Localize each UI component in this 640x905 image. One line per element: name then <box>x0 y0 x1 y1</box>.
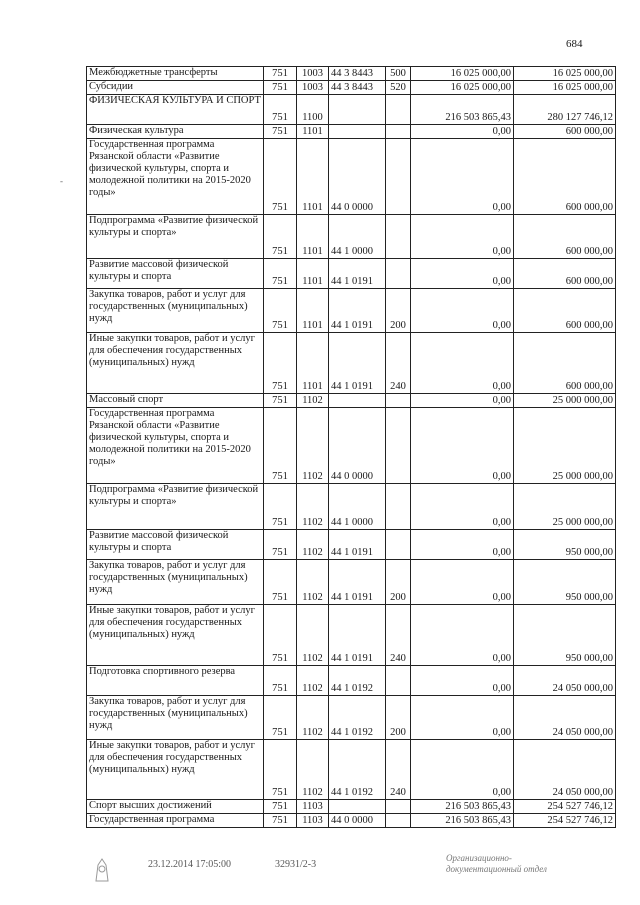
row-target-article-cell: 44 3 8443 <box>329 67 386 81</box>
row-target-article-cell <box>329 394 386 408</box>
row-amount-2015-cell: 16 025 000,00 <box>514 81 616 95</box>
row-section-cell: 1101 <box>297 333 329 394</box>
row-amount-2014-cell: 0,00 <box>411 259 514 289</box>
row-name-cell: Иные закупки товаров, работ и услуг для обеспечения государственных (муниципальных) нужд <box>87 605 264 666</box>
row-target-article-cell: 44 1 0191 <box>329 289 386 333</box>
table-row <box>87 800 616 814</box>
footer-timestamp: 23.12.2014 17:05:00 <box>148 859 232 870</box>
row-expense-type-cell: 240 <box>386 740 411 800</box>
row-section-cell: 1102 <box>297 696 329 740</box>
row-amount-2014-cell: 0,00 <box>411 333 514 394</box>
row-name-cell: Государственная программа <box>87 814 264 828</box>
row-ved-cell: 751 <box>264 394 297 408</box>
row-section-cell: 1102 <box>297 605 329 666</box>
row-target-article-cell <box>329 125 386 139</box>
row-expense-type-cell: 500 <box>386 67 411 81</box>
row-name-cell: Подготовка спортивного резерва <box>87 666 264 696</box>
row-amount-2015-cell: 24 050 000,00 <box>514 666 616 696</box>
row-target-article-cell: 44 3 8443 <box>329 81 386 95</box>
row-ved-cell: 751 <box>264 259 297 289</box>
row-name-cell: ФИЗИЧЕСКАЯ КУЛЬТУРА И СПОРТ <box>87 95 264 125</box>
table-row <box>87 814 616 828</box>
row-amount-2015-cell: 280 127 746,12 <box>514 95 616 125</box>
row-expense-type-cell <box>386 125 411 139</box>
row-section-cell: 1102 <box>297 484 329 530</box>
row-ved-cell: 751 <box>264 95 297 125</box>
table-row <box>87 215 616 259</box>
margin-mark: - <box>60 176 63 186</box>
row-amount-2015-cell: 600 000,00 <box>514 125 616 139</box>
row-amount-2014-cell: 0,00 <box>411 530 514 560</box>
row-section-cell: 1003 <box>297 67 329 81</box>
row-expense-type-cell <box>386 800 411 814</box>
row-amount-2015-cell: 25 000 000,00 <box>514 484 616 530</box>
row-section-cell: 1103 <box>297 814 329 828</box>
row-amount-2014-cell: 16 025 000,00 <box>411 67 514 81</box>
row-target-article-cell: 44 0 0000 <box>329 139 386 215</box>
row-name-cell: Подпрограмма «Развитие физической культуры и спорта» <box>87 215 264 259</box>
row-section-cell: 1101 <box>297 125 329 139</box>
budget-table <box>86 66 616 828</box>
row-section-cell: 1003 <box>297 81 329 95</box>
row-name-cell: Субсидии <box>87 81 264 95</box>
row-name-cell: Закупка товаров, работ и услуг для государственных (муниципальных) нужд <box>87 560 264 605</box>
row-section-cell: 1102 <box>297 394 329 408</box>
row-name-cell: Закупка товаров, работ и услуг для государственных (муниципальных) нужд <box>87 696 264 740</box>
row-section-cell: 1102 <box>297 408 329 484</box>
row-expense-type-cell <box>386 139 411 215</box>
row-name-cell: Государственная программа Рязанской области «Развитие физической культуры, спорта и молодежной политики на 2015-2020 годы» <box>87 408 264 484</box>
row-section-cell: 1102 <box>297 740 329 800</box>
row-amount-2015-cell: 24 050 000,00 <box>514 696 616 740</box>
row-target-article-cell: 44 1 0191 <box>329 605 386 666</box>
row-ved-cell: 751 <box>264 81 297 95</box>
row-expense-type-cell <box>386 95 411 125</box>
row-name-cell: Государственная программа Рязанской области «Развитие физической культуры, спорта и молодежной политики на 2015-2020 годы» <box>87 139 264 215</box>
row-name-cell: Спорт высших достижений <box>87 800 264 814</box>
row-target-article-cell: 44 1 0191 <box>329 530 386 560</box>
row-section-cell: 1101 <box>297 139 329 215</box>
row-ved-cell: 751 <box>264 740 297 800</box>
row-amount-2014-cell: 0,00 <box>411 125 514 139</box>
stamp-line-2: документационный отдел <box>446 864 547 874</box>
row-expense-type-cell <box>386 484 411 530</box>
row-ved-cell: 751 <box>264 484 297 530</box>
row-expense-type-cell <box>386 215 411 259</box>
row-target-article-cell: 44 1 0000 <box>329 484 386 530</box>
row-section-cell: 1100 <box>297 95 329 125</box>
table-row <box>87 259 616 289</box>
page-number: 684 <box>566 38 583 50</box>
coat-of-arms-icon <box>92 855 112 883</box>
table-row <box>87 530 616 560</box>
page-footer <box>0 855 640 895</box>
row-expense-type-cell <box>386 814 411 828</box>
row-amount-2015-cell: 600 000,00 <box>514 333 616 394</box>
row-ved-cell: 751 <box>264 814 297 828</box>
row-expense-type-cell <box>386 408 411 484</box>
row-expense-type-cell <box>386 394 411 408</box>
table-row <box>87 95 616 125</box>
row-amount-2014-cell: 16 025 000,00 <box>411 81 514 95</box>
row-amount-2014-cell: 0,00 <box>411 740 514 800</box>
row-section-cell: 1101 <box>297 289 329 333</box>
row-amount-2014-cell: 0,00 <box>411 215 514 259</box>
row-name-cell: Закупка товаров, работ и услуг для государственных (муниципальных) нужд <box>87 289 264 333</box>
table-row <box>87 333 616 394</box>
row-amount-2014-cell: 216 503 865,43 <box>411 95 514 125</box>
row-amount-2015-cell: 24 050 000,00 <box>514 740 616 800</box>
row-ved-cell: 751 <box>264 215 297 259</box>
row-amount-2015-cell: 950 000,00 <box>514 560 616 605</box>
table-row <box>87 484 616 530</box>
row-target-article-cell <box>329 800 386 814</box>
department-stamp <box>446 853 566 875</box>
row-amount-2015-cell: 600 000,00 <box>514 259 616 289</box>
row-expense-type-cell: 520 <box>386 81 411 95</box>
row-amount-2014-cell: 0,00 <box>411 394 514 408</box>
row-ved-cell: 751 <box>264 800 297 814</box>
row-target-article-cell <box>329 95 386 125</box>
row-amount-2015-cell: 254 527 746,12 <box>514 814 616 828</box>
row-amount-2015-cell: 16 025 000,00 <box>514 67 616 81</box>
row-expense-type-cell: 240 <box>386 333 411 394</box>
row-ved-cell: 751 <box>264 696 297 740</box>
row-target-article-cell: 44 1 0191 <box>329 560 386 605</box>
row-amount-2014-cell: 0,00 <box>411 666 514 696</box>
row-ved-cell: 751 <box>264 408 297 484</box>
table-row <box>87 139 616 215</box>
row-name-cell: Физическая культура <box>87 125 264 139</box>
row-amount-2015-cell: 950 000,00 <box>514 605 616 666</box>
row-section-cell: 1102 <box>297 666 329 696</box>
table-row <box>87 81 616 95</box>
budget-table-body <box>87 67 616 828</box>
row-name-cell: Межбюджетные трансферты <box>87 67 264 81</box>
row-target-article-cell: 44 1 0192 <box>329 740 386 800</box>
row-target-article-cell: 44 0 0000 <box>329 408 386 484</box>
row-ved-cell: 751 <box>264 333 297 394</box>
row-name-cell: Развитие массовой физической культуры и спорта <box>87 259 264 289</box>
stamp-line-1: Организационно- <box>446 853 512 863</box>
row-amount-2014-cell: 0,00 <box>411 408 514 484</box>
row-amount-2015-cell: 600 000,00 <box>514 139 616 215</box>
row-amount-2015-cell: 600 000,00 <box>514 215 616 259</box>
row-ved-cell: 751 <box>264 67 297 81</box>
row-amount-2014-cell: 216 503 865,43 <box>411 814 514 828</box>
row-section-cell: 1102 <box>297 560 329 605</box>
row-expense-type-cell: 240 <box>386 605 411 666</box>
row-ved-cell: 751 <box>264 289 297 333</box>
row-expense-type-cell <box>386 530 411 560</box>
row-name-cell: Подпрограмма «Развитие физической культуры и спорта» <box>87 484 264 530</box>
row-ved-cell: 751 <box>264 139 297 215</box>
row-target-article-cell: 44 1 0191 <box>329 259 386 289</box>
row-target-article-cell: 44 1 0192 <box>329 696 386 740</box>
table-row <box>87 696 616 740</box>
row-expense-type-cell: 200 <box>386 289 411 333</box>
row-section-cell: 1101 <box>297 215 329 259</box>
row-amount-2015-cell: 950 000,00 <box>514 530 616 560</box>
table-row <box>87 666 616 696</box>
row-expense-type-cell <box>386 259 411 289</box>
row-amount-2014-cell: 0,00 <box>411 560 514 605</box>
table-row <box>87 560 616 605</box>
row-ved-cell: 751 <box>264 560 297 605</box>
row-amount-2015-cell: 25 000 000,00 <box>514 394 616 408</box>
row-amount-2015-cell: 25 000 000,00 <box>514 408 616 484</box>
row-amount-2015-cell: 600 000,00 <box>514 289 616 333</box>
row-amount-2014-cell: 0,00 <box>411 696 514 740</box>
row-name-cell: Иные закупки товаров, работ и услуг для обеспечения государственных (муниципальных) нужд <box>87 333 264 394</box>
row-amount-2014-cell: 216 503 865,43 <box>411 800 514 814</box>
row-target-article-cell: 44 1 0000 <box>329 215 386 259</box>
row-amount-2014-cell: 0,00 <box>411 605 514 666</box>
row-amount-2015-cell: 254 527 746,12 <box>514 800 616 814</box>
row-section-cell: 1101 <box>297 259 329 289</box>
row-amount-2014-cell: 0,00 <box>411 139 514 215</box>
table-row <box>87 289 616 333</box>
row-section-cell: 1103 <box>297 800 329 814</box>
row-expense-type-cell: 200 <box>386 560 411 605</box>
row-target-article-cell: 44 0 0000 <box>329 814 386 828</box>
row-expense-type-cell <box>386 666 411 696</box>
row-section-cell: 1102 <box>297 530 329 560</box>
row-amount-2014-cell: 0,00 <box>411 484 514 530</box>
table-row <box>87 125 616 139</box>
table-row <box>87 67 616 81</box>
table-row <box>87 605 616 666</box>
table-row <box>87 408 616 484</box>
table-row <box>87 740 616 800</box>
table-row <box>87 394 616 408</box>
row-name-cell: Иные закупки товаров, работ и услуг для обеспечения государственных (муниципальных) нужд <box>87 740 264 800</box>
row-name-cell: Развитие массовой физической культуры и спорта <box>87 530 264 560</box>
footer-doc-id: 32931/2-3 <box>275 859 317 870</box>
row-target-article-cell: 44 1 0192 <box>329 666 386 696</box>
row-ved-cell: 751 <box>264 125 297 139</box>
row-amount-2014-cell: 0,00 <box>411 289 514 333</box>
row-ved-cell: 751 <box>264 666 297 696</box>
row-target-article-cell: 44 1 0191 <box>329 333 386 394</box>
row-name-cell: Массовый спорт <box>87 394 264 408</box>
row-ved-cell: 751 <box>264 605 297 666</box>
row-expense-type-cell: 200 <box>386 696 411 740</box>
row-ved-cell: 751 <box>264 530 297 560</box>
